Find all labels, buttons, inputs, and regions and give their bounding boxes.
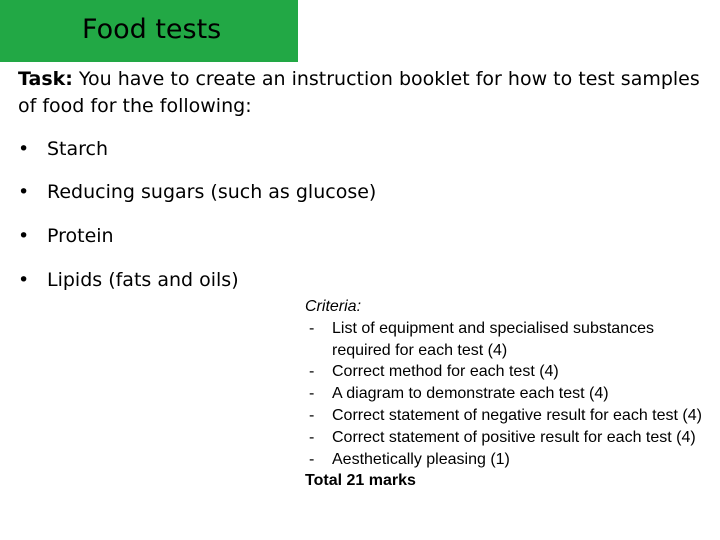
bullet-icon: • (18, 138, 30, 160)
criteria-item: - List of equipment and specialised substances required for each test (4) (309, 319, 654, 359)
title-banner (0, 0, 298, 62)
task-text: You have to create an instruction booklet for how to test samples of food for the following: (18, 68, 700, 117)
dash-icon: - (309, 319, 315, 337)
total-marks: Total 21 marks (305, 472, 416, 490)
bullet-icon: • (18, 225, 30, 247)
dash-icon: - (309, 450, 315, 468)
dash-icon: - (309, 428, 315, 446)
criteria-heading: Criteria: (305, 298, 362, 315)
dash-icon: - (309, 385, 315, 403)
criteria-item: - A diagram to demonstrate each test (4) (305, 383, 715, 405)
bullet-icon: • (18, 269, 30, 291)
criteria-item: - Aesthetically pleasing (1) (305, 449, 715, 471)
dash-icon: - (309, 406, 315, 424)
criteria-item: - Correct statement of negative result for each test (4) (305, 405, 715, 427)
criteria-item: - Correct statement of positive result for each test (4) (305, 427, 715, 449)
task-label: Task: (18, 68, 73, 90)
task-paragraph (18, 66, 708, 120)
bullet-icon: • (18, 181, 30, 203)
page-title: Food tests (82, 14, 222, 45)
dash-icon: - (309, 363, 315, 381)
criteria-block (305, 296, 715, 492)
criteria-item: - Correct method for each test (4) (305, 361, 715, 383)
